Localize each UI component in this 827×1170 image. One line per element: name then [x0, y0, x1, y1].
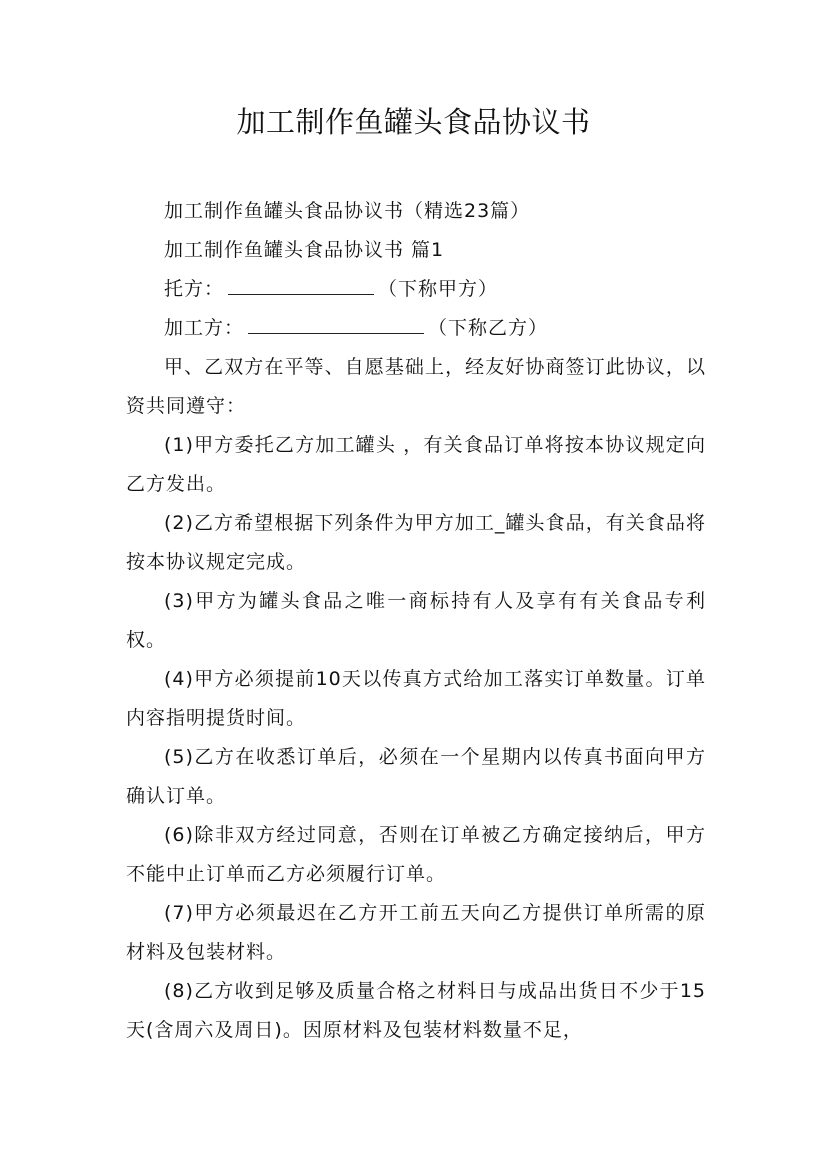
clause-7: (7)甲方必须最迟在乙方开工前五天向乙方提供订单所需的原材料及包装材料。 — [126, 902, 706, 963]
section-heading: 加工制作鱼罐头食品协议书 篇1 — [164, 239, 445, 261]
clause-3: (3)甲方为罐头食品之唯一商标持有人及享有有关食品专利权。 — [126, 590, 706, 651]
clause-4: (4)甲方必须提前10天以传真方式给加工落实订单数量。订单内容指明提货时间。 — [126, 668, 706, 729]
document-body — [126, 192, 706, 1050]
party-a-line — [126, 270, 706, 309]
clause-1: (1)甲方委托乙方加工罐头 ，有关食品订单将按本协议规定向乙方发出。 — [126, 434, 706, 495]
clause-5: (5)乙方在收悉订单后，必须在一个星期内以传真书面向甲方确认订单。 — [126, 746, 706, 807]
clause-2: (2)乙方希望根据下列条件为甲方加工_罐头食品，有关食品将按本协议规定完成。 — [126, 512, 706, 573]
party-a-suffix: （下称甲方） — [378, 278, 499, 300]
party-b-suffix: （下称乙方） — [428, 317, 549, 339]
party-a-label: 托方： — [164, 278, 225, 300]
document-title: 加工制作鱼罐头食品协议书 — [236, 105, 591, 139]
clause-6: (6)除非双方经过同意，否则在订单被乙方确定接纳后，甲方不能中止订单而乙方必须履行订单。 — [126, 824, 706, 885]
party-b-line — [126, 309, 706, 348]
intro-paragraph: 甲、乙双方在平等、自愿基础上，经友好协商签订此协议，以资共同遵守： — [126, 356, 706, 417]
clause-8: (8)乙方收到足够及质量合格之材料日与成品出货日不少于15天(含周六及周日)。因原材料及包装材料数量不足， — [126, 980, 706, 1041]
party-b-label: 加工方： — [164, 317, 245, 339]
document-subtitle: 加工制作鱼罐头食品协议书（精选23篇） — [164, 200, 531, 222]
party-b-blank-line — [248, 311, 424, 334]
party-a-blank-line — [228, 272, 374, 295]
